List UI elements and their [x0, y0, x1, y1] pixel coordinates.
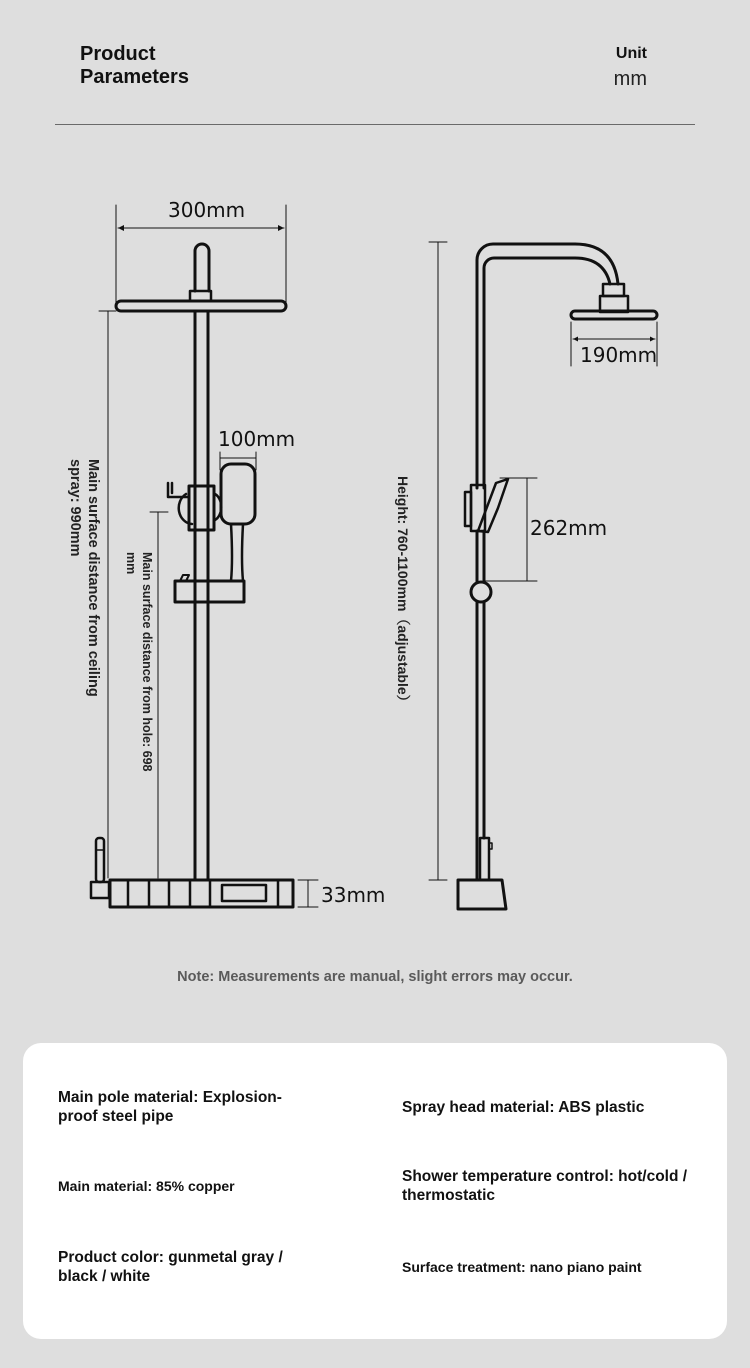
unit-label: Unit	[615, 45, 647, 62]
height-adjustable-label	[395, 476, 411, 709]
svg-text:mm: mm	[124, 552, 138, 575]
dim-190mm: 190mm	[580, 343, 658, 367]
dim-100mm: 100mm	[218, 427, 296, 451]
spec-main-pole-material: Main pole material: Explosion- proof steel pipe	[58, 1089, 282, 1125]
unit-value: mm	[613, 68, 647, 90]
spec-main-material: Main material: 85% copper	[58, 1178, 235, 1194]
spec-surface-treatment: Surface treatment: nano piano paint	[402, 1259, 642, 1275]
specs-card	[23, 1043, 727, 1339]
spec-temperature-control: Shower temperature control: hot/cold / thermostatic	[402, 1168, 688, 1204]
dim-33mm: 33mm	[321, 883, 386, 907]
spec-spray-head-material: Spray head material: ABS plastic	[402, 1099, 645, 1116]
dim-300mm: 300mm	[168, 198, 246, 222]
ceiling-distance-label	[67, 459, 101, 697]
svg-text:Height: 760-1100mm（adjustable）: Height: 760-1100mm（adjustable）	[395, 476, 411, 709]
measurement-note: Note: Measurements are manual, slight errors may occur.	[177, 969, 573, 985]
title-line-1: Product	[80, 43, 156, 65]
dim-262mm: 262mm	[530, 516, 608, 540]
spec-product-color: Product color: gunmetal gray / black / white	[58, 1249, 283, 1285]
svg-text:Main surface distance from hol: Main surface distance from hole: 698	[140, 552, 154, 772]
svg-text:Main surface distance from cei: Main surface distance from ceiling	[85, 459, 101, 697]
svg-text:spray: 990mm: spray: 990mm	[67, 459, 83, 557]
title-line-2: Parameters	[80, 66, 189, 88]
hole-distance-label	[124, 552, 154, 772]
